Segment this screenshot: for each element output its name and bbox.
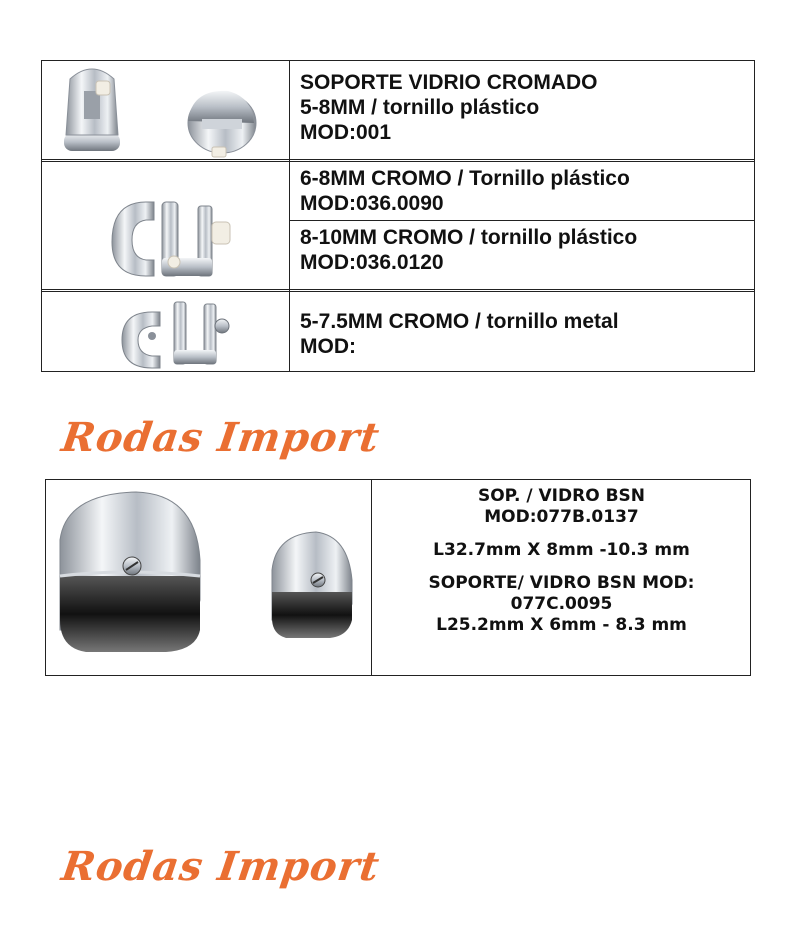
- product-dimensions: L32.7mm X 8mm -10.3 mm: [433, 540, 690, 560]
- product-name: SOPORTE/ VIDRO BSN MOD:: [428, 573, 695, 593]
- product-model: MOD:036.0120: [300, 251, 444, 274]
- product-name: SOP. / VIDRO BSN: [477, 486, 646, 506]
- product-name: SOPORTE VIDRIO CROMADO: [300, 71, 598, 94]
- column-divider: [371, 480, 372, 675]
- brand-logo: Rodas Import: [58, 843, 383, 890]
- table-row: [42, 289, 754, 371]
- product-spec: 8-10MM CROMO / tornillo plástico: [300, 226, 638, 249]
- product-spec: 5-7.5MM CROMO / tornillo metal: [300, 310, 619, 333]
- product-table-1: [41, 60, 755, 372]
- product-spec: 6-8MM CROMO / Tornillo plástico: [300, 167, 630, 190]
- product-model: 077C.0095: [510, 594, 613, 614]
- product-dimensions: L25.2mm X 6mm - 8.3 mm: [436, 615, 687, 635]
- product-image-chrome-clamp: [42, 61, 289, 159]
- product-model: MOD:: [300, 335, 356, 358]
- product-model: MOD:077B.0137: [484, 507, 639, 527]
- product-image-cromo-clamps: [42, 162, 289, 289]
- product-table-2: [45, 479, 751, 676]
- product-image-metal-screw-clamps: [42, 292, 289, 371]
- product-spec: 5-8MM / tornillo plástico: [300, 96, 540, 119]
- table-row: [42, 61, 754, 159]
- product-model: MOD:036.0090: [300, 192, 444, 215]
- product-model: MOD:001: [300, 121, 392, 144]
- brand-logo: Rodas Import: [58, 414, 383, 461]
- table-row: [42, 159, 754, 289]
- product-image-bsn-clamps: [46, 480, 371, 675]
